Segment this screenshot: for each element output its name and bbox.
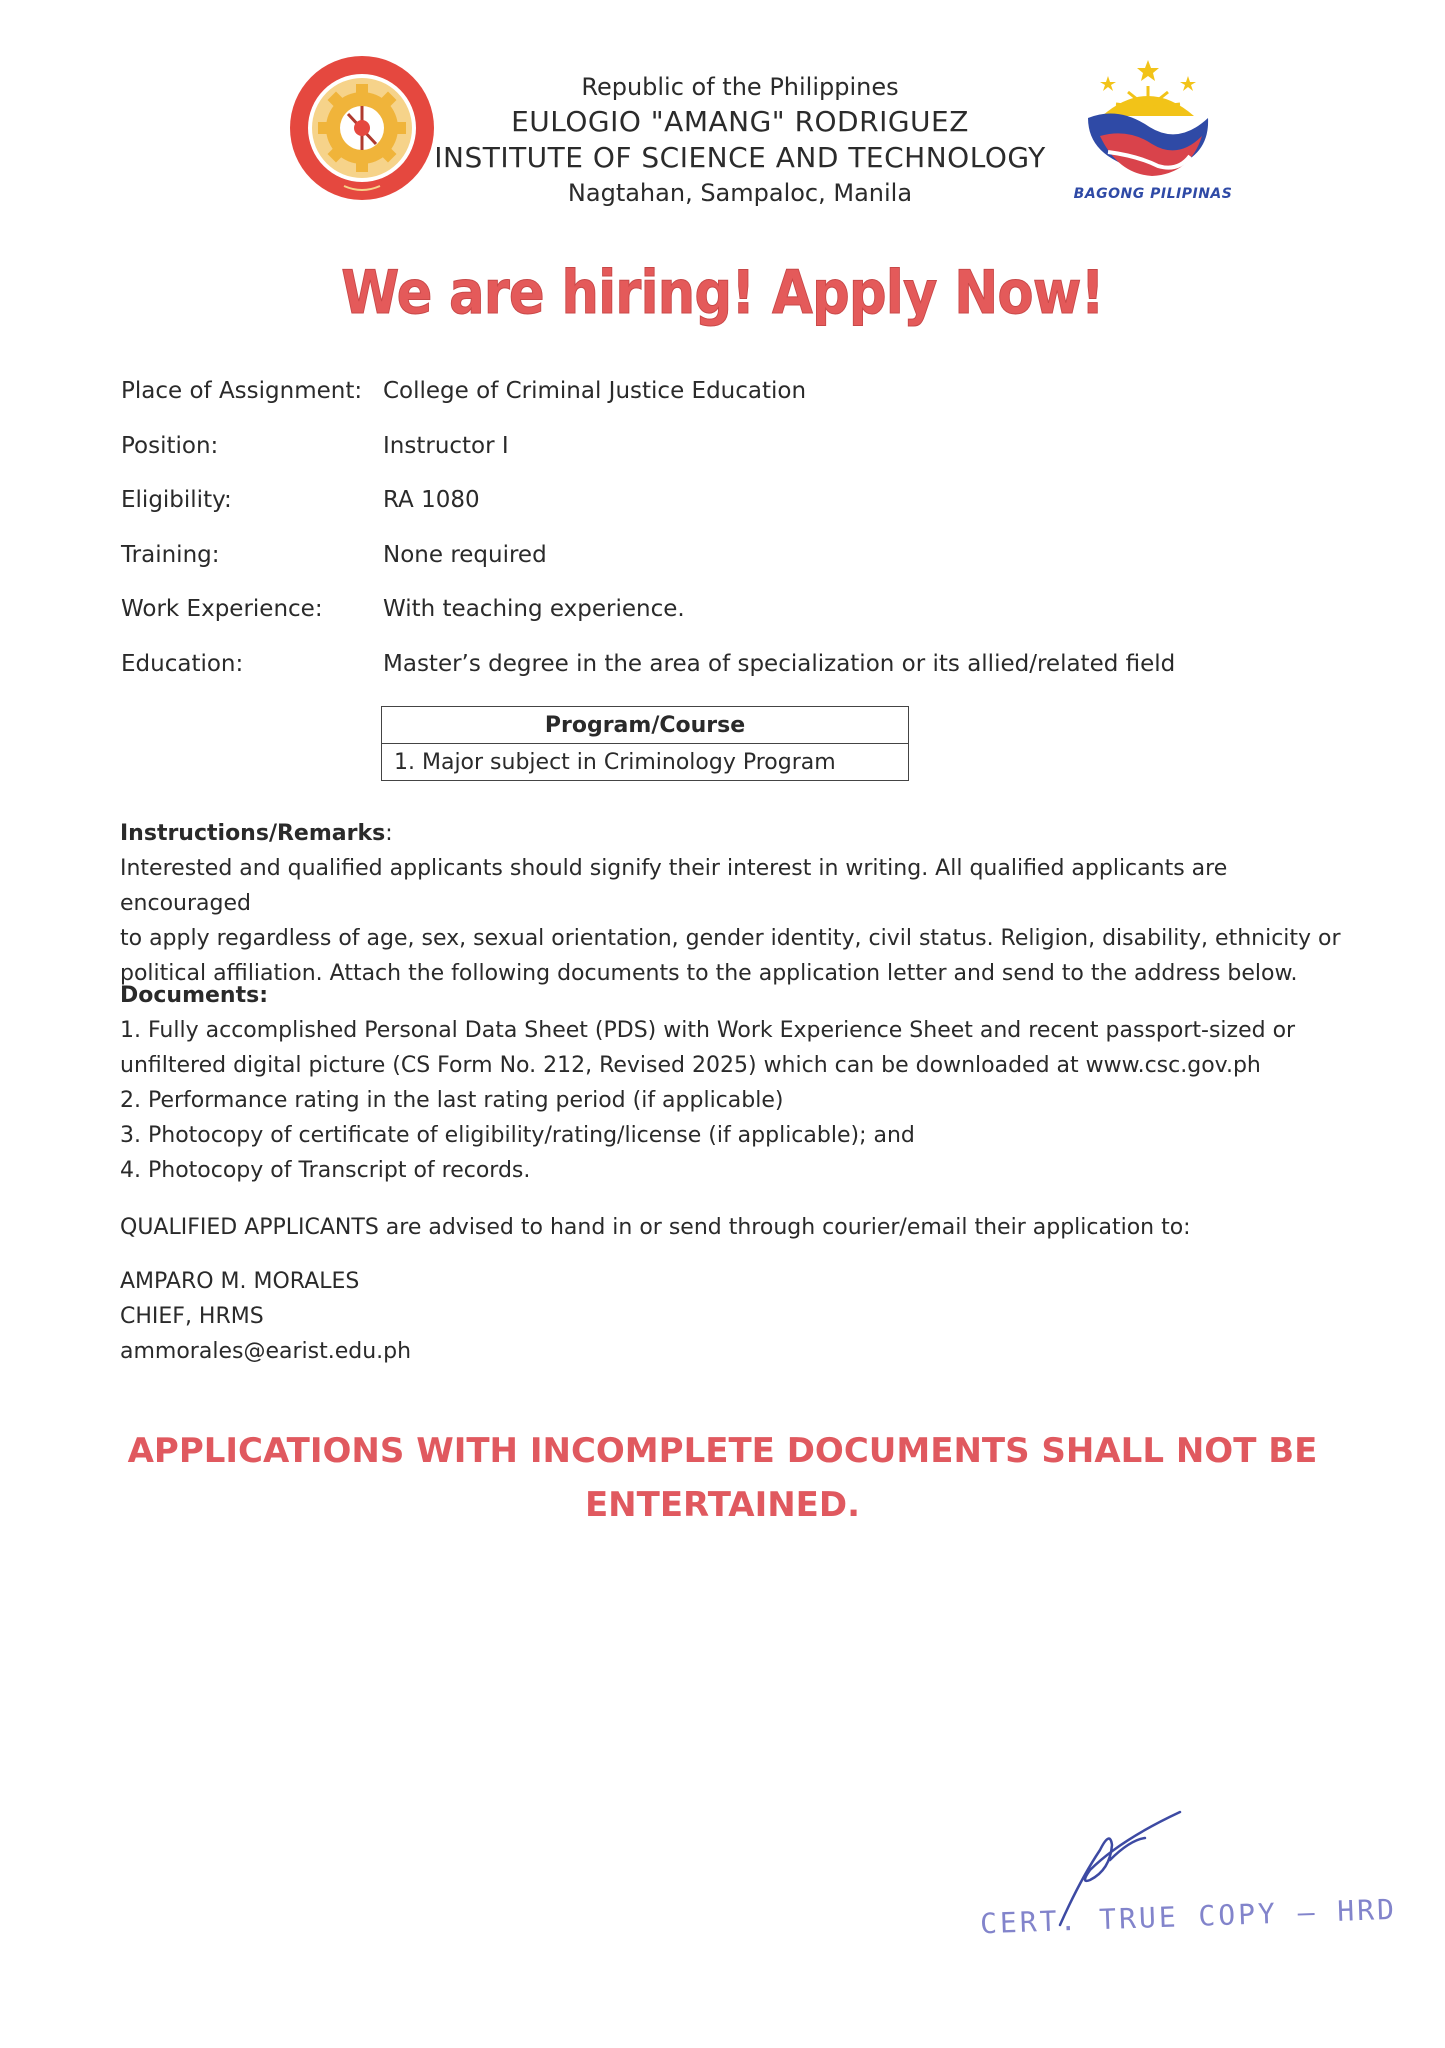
documents-line: 4. Photocopy of Transcript of records. bbox=[120, 1158, 531, 1183]
bagong-pilipinas-logo-icon bbox=[1078, 56, 1218, 186]
contact-name: AMPARO M. MORALES bbox=[120, 1269, 360, 1294]
header-name-line2: INSTITUTE OF SCIENCE AND TECHNOLOGY bbox=[434, 141, 1046, 174]
detail-label: Position: bbox=[121, 432, 219, 459]
header-republic: Republic of the Philippines bbox=[581, 73, 899, 101]
warning-line: ENTERTAINED. bbox=[584, 1485, 861, 1525]
bagong-pilipinas-caption: BAGONG PILIPINAS bbox=[1073, 186, 1233, 202]
detail-value: College of Criminal Justice Education bbox=[383, 378, 807, 404]
job-details bbox=[121, 378, 1361, 705]
institution-header bbox=[430, 70, 1050, 210]
earist-seal-icon bbox=[288, 54, 436, 202]
header-name-line1: EULOGIO "AMANG" RODRIGUEZ bbox=[511, 105, 969, 138]
detail-row-training bbox=[121, 542, 1361, 597]
header-address: Nagtahan, Sampaloc, Manila bbox=[567, 179, 913, 207]
instructions-line: to apply regardless of age, sex, sexual orientation, gender identity, civil status. Religion, disability, ethnicity or bbox=[120, 926, 1341, 951]
detail-value: Instructor I bbox=[383, 432, 509, 459]
detail-row-position bbox=[121, 433, 1361, 488]
documents-line: 3. Photocopy of certificate of eligibility/rating/license (if applicable); and bbox=[120, 1123, 915, 1148]
detail-row-eligibility bbox=[121, 487, 1361, 542]
detail-value: RA 1080 bbox=[383, 487, 480, 513]
detail-label: Work Experience: bbox=[121, 596, 323, 622]
instructions-line: Interested and qualified applicants should signify their interest in writing. All qualified applicants are encouraged bbox=[120, 856, 1228, 916]
documents-line: 2. Performance rating in the last rating period (if applicable) bbox=[120, 1088, 784, 1113]
instructions-colon: : bbox=[385, 821, 393, 846]
warning-line: APPLICATIONS WITH INCOMPLETE DOCUMENTS SHALL NOT BE bbox=[127, 1431, 1318, 1471]
detail-row-experience bbox=[121, 596, 1361, 651]
detail-label: Education: bbox=[121, 650, 244, 677]
detail-row-education bbox=[121, 651, 1361, 706]
detail-label: Place of Assignment: bbox=[121, 378, 363, 404]
instructions-line: political affiliation. Attach the following documents to the application letter and send to the address below. bbox=[120, 961, 1298, 986]
documents-section bbox=[120, 978, 1350, 1188]
detail-value: With teaching experience. bbox=[383, 596, 685, 622]
program-course-table bbox=[381, 706, 909, 781]
detail-row-assignment bbox=[121, 378, 1361, 433]
detail-value: Master’s degree in the area of specialization or its allied/related field bbox=[383, 650, 1176, 677]
documents-line: unfiltered digital picture (CS Form No. 212, Revised 2025) which can be downloaded at www.csc.gov.ph bbox=[120, 1053, 1261, 1078]
certified-true-copy-stamp: CERT. TRUE COPY – HRD bbox=[979, 1892, 1398, 1941]
detail-value: None required bbox=[383, 541, 547, 568]
documents-title: Documents: bbox=[120, 983, 268, 1008]
contact-email[interactable]: ammorales@earist.edu.ph bbox=[120, 1339, 412, 1364]
detail-label: Training: bbox=[121, 541, 220, 568]
program-course-header: Program/Course bbox=[382, 707, 909, 744]
qualified-note bbox=[120, 1210, 1350, 1245]
hiring-headline: We are hiring! Apply Now! bbox=[341, 258, 1104, 328]
incomplete-documents-warning bbox=[100, 1424, 1345, 1532]
contact-title: CHIEF, HRMS bbox=[120, 1304, 264, 1329]
instructions-section bbox=[120, 816, 1350, 991]
documents-line: 1. Fully accomplished Personal Data Sheet (PDS) with Work Experience Sheet and recent passport-sized or bbox=[120, 1018, 1296, 1043]
program-course-row: 1. Major subject in Criminology Program bbox=[382, 744, 909, 781]
qualified-note-text: QUALIFIED APPLICANTS are advised to hand in or send through courier/email their application to: bbox=[120, 1215, 1191, 1240]
instructions-title: Instructions/Remarks bbox=[120, 821, 386, 846]
detail-label: Eligibility: bbox=[121, 487, 232, 513]
contact-block bbox=[120, 1264, 1350, 1369]
